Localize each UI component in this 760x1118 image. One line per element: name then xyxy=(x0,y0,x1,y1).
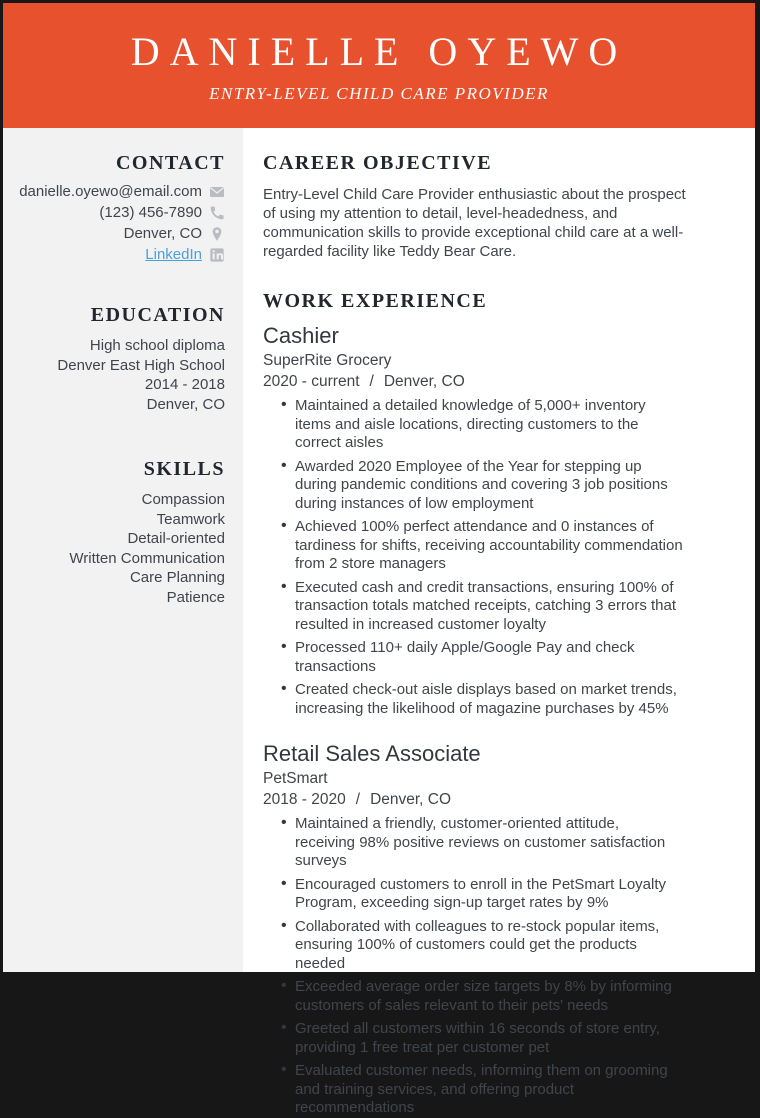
job-dates-location xyxy=(263,373,699,391)
work-experience-section xyxy=(263,290,699,1118)
contact-list xyxy=(13,184,225,263)
job-bullet: • Encouraged customers to enroll in the PetSmart Loyalty Program, exceeding sign-up target rates by 9% xyxy=(281,876,683,913)
contact-row xyxy=(13,247,225,263)
job-entry xyxy=(263,323,699,718)
career-objective-text: Entry-Level Child Care Provider enthusiastic about the prospect of using my attention to detail, level-headedness, and communication skills to provide exceptional child care at a well-regarded facility like Teddy Bear Care. xyxy=(263,186,686,260)
job-company: SuperRite Grocery xyxy=(263,352,392,369)
job-bullet: • Processed 110+ daily Apple/Google Pay and check transactions xyxy=(281,639,683,676)
location-pin-icon xyxy=(209,226,225,242)
skill-item: Patience xyxy=(166,588,225,606)
skills-list xyxy=(13,490,225,607)
job-dates-location xyxy=(263,791,699,809)
linkedin-icon xyxy=(209,247,225,263)
contact-section xyxy=(13,152,225,263)
job-bullet: • Exceeded average order size targets by 8% by informing customers of sales relevant to their pets' needs xyxy=(281,978,683,1015)
job-bullet: • Awarded 2020 Employee of the Year for stepping up during pandemic conditions and covering 3 job positions during instances of low employment xyxy=(281,458,683,514)
career-objective-section xyxy=(263,152,699,261)
job-entry xyxy=(263,741,699,1118)
job-dates: 2018 - 2020 xyxy=(263,791,346,808)
skill-item: Detail-oriented xyxy=(127,530,225,547)
job-dates: 2020 - current xyxy=(263,373,360,390)
resume-job-title: ENTRY-LEVEL CHILD CARE PROVIDER xyxy=(209,84,549,103)
skills-section xyxy=(13,458,225,607)
contact-value: (123) 456-7890 xyxy=(99,204,202,221)
job-bullet: • Achieved 100% perfect attendance and 0 instances of tardiness for shifts, receiving accountability commendation from 2 store managers xyxy=(281,518,683,574)
skill-item: Written Communication xyxy=(69,549,225,567)
education-item: Denver East High School xyxy=(57,356,225,374)
education-heading: EDUCATION xyxy=(90,304,225,326)
job-bullet: • Maintained a detailed knowledge of 5,000+ inventory items and aisle locations, directing customers to the correct aisles xyxy=(281,397,683,453)
resume-page xyxy=(3,3,755,1116)
education-item: High school diploma xyxy=(89,337,225,354)
job-bullet: • Executed cash and credit transactions, ensuring 100% of transaction totals matched receipts, catching 3 errors that resulted in increased customer loyalty xyxy=(281,579,683,635)
phone-icon xyxy=(209,205,225,221)
contact-value: danielle.oyewo@email.com xyxy=(19,183,202,200)
job-location: Denver, CO xyxy=(370,791,452,808)
job-bullet: • Collaborated with colleagues to re-stock popular items, ensuring 100% of customers could get the products needed xyxy=(281,918,683,974)
education-section xyxy=(13,304,225,414)
job-bullet: • Greeted all customers within 16 seconds of store entry, providing 1 free treat per customer pet xyxy=(281,1020,683,1057)
job-company: PetSmart xyxy=(263,770,328,787)
skill-item: Care Planning xyxy=(129,569,225,586)
contact-row xyxy=(13,226,225,242)
work-experience-heading: WORK EXPERIENCE xyxy=(263,290,488,312)
career-objective-heading: CAREER OBJECTIVE xyxy=(263,152,493,174)
education-list xyxy=(13,336,225,414)
job-bullet: • Evaluated customer needs, informing them on grooming and training services, and offering product recommendations xyxy=(281,1062,683,1118)
education-item: Denver, CO xyxy=(146,395,225,413)
contact-heading: CONTACT xyxy=(115,152,225,174)
skill-item: Teamwork xyxy=(156,510,225,528)
education-item: 2014 - 2018 xyxy=(144,376,225,393)
job-location: Denver, CO xyxy=(383,373,465,390)
contact-value: Denver, CO xyxy=(123,225,202,242)
contact-row xyxy=(13,205,225,221)
sidebar xyxy=(3,128,243,972)
job-title: Cashier xyxy=(263,323,339,348)
dates-separator: / xyxy=(355,791,361,808)
envelope-icon xyxy=(209,184,225,200)
job-bullets xyxy=(263,815,683,1118)
job-title: Retail Sales Associate xyxy=(263,741,481,766)
dates-separator: / xyxy=(369,373,374,390)
job-bullet: • Created check-out aisle displays based on market trends, increasing the likelihood of magazine purchases by 45% xyxy=(281,681,683,718)
jobs-list xyxy=(263,323,699,1118)
contact-row xyxy=(13,184,225,200)
main-content xyxy=(243,128,755,1116)
skills-heading: SKILLS xyxy=(143,458,225,480)
job-bullet: • Maintained a friendly, customer-oriented attitude, receiving 98% positive reviews on customer satisfaction surveys xyxy=(281,815,683,871)
skill-item: Compassion xyxy=(141,491,225,508)
resume-header xyxy=(3,3,755,128)
linkedin-link[interactable]: LinkedIn xyxy=(145,246,202,263)
job-bullets xyxy=(263,397,683,718)
resume-name: DANIELLE OYEWO xyxy=(130,29,628,74)
